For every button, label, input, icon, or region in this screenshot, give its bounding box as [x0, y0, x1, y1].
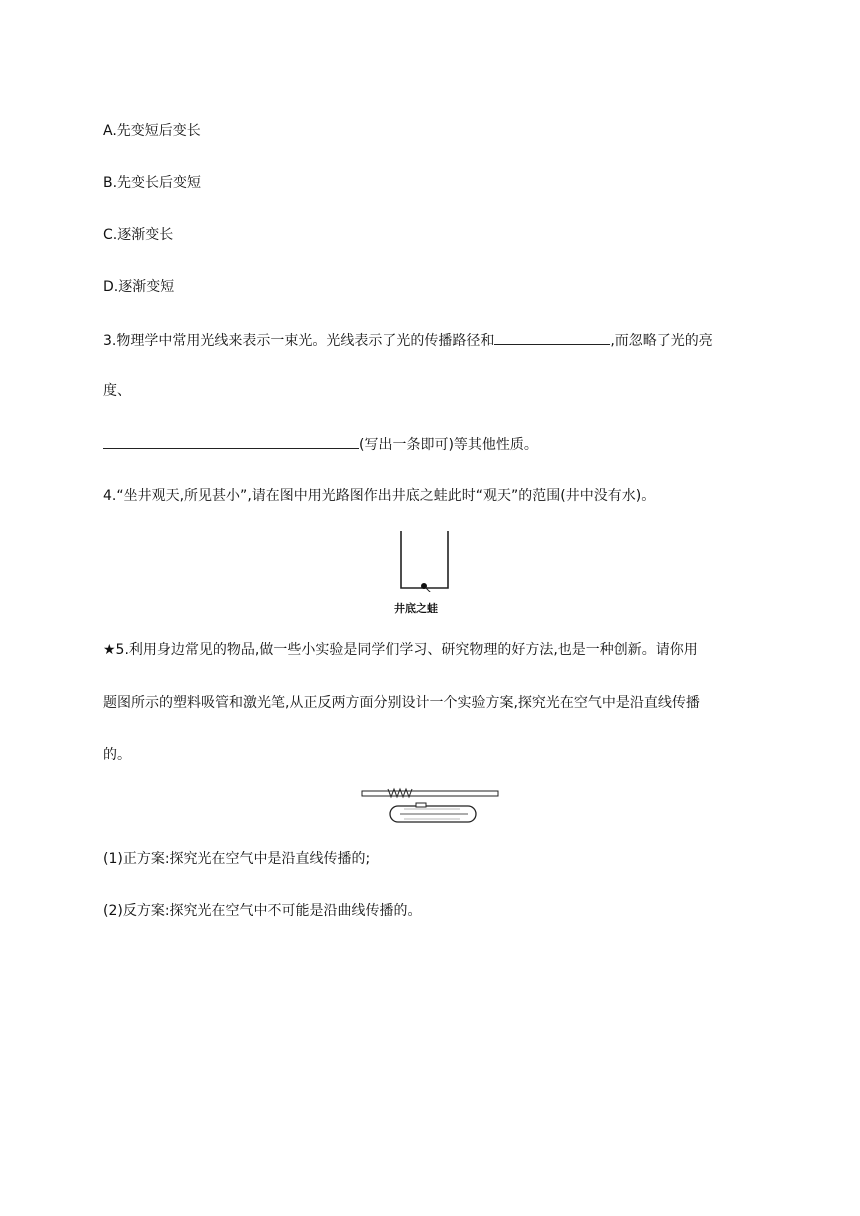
question-3-text-part2: ,而忽略了光的亮: [610, 333, 713, 349]
question-5-line-2: 题图所示的塑料吸管和激光笔,从正反两方面分别设计一个实验方案,探究光在空气中是沿直线传播: [103, 695, 700, 711]
option-a: A.先变短后变长: [103, 123, 201, 139]
well-figure-caption: 井底之蛙: [394, 602, 438, 615]
well-walls: [401, 531, 448, 588]
laser-pen-icon: [390, 803, 476, 822]
option-d: D.逐渐变短: [103, 279, 175, 295]
option-b: B.先变长后变短: [103, 175, 202, 191]
question-3-text-part3: (写出一条即可)等其他性质。: [359, 437, 538, 453]
question-3-line-3: [103, 434, 538, 454]
question-4-text: 4.“坐井观天,所见甚小”,请在图中用光路图作出井底之蛙此时“观天”的范围(井中没有水)。: [103, 488, 656, 504]
straw-laser-diagram: [360, 785, 502, 827]
question-5-line-1: ★5.利用身边常见的物品,做一些小实验是同学们学习、研究物理的好方法,也是一种创新。请你用: [103, 642, 698, 658]
well-figure: [392, 528, 460, 618]
question-3-text-part1: 3.物理学中常用光线来表示一束光。光线表示了光的传播路径和: [103, 333, 495, 349]
straw-laser-figure: [360, 785, 502, 827]
question-5-sub-1: (1)正方案:探究光在空气中是沿直线传播的;: [103, 851, 371, 867]
question-3-line-1: [103, 330, 713, 350]
answer-blank-1[interactable]: [494, 330, 610, 345]
option-c: C.逐渐变长: [103, 227, 174, 243]
straw-icon: [362, 789, 498, 797]
well-diagram: [392, 528, 460, 592]
answer-blank-2[interactable]: [103, 434, 359, 449]
question-5-line-3: 的。: [103, 747, 131, 763]
question-3-line-2: 度、: [103, 383, 131, 399]
question-5-sub-2: (2)反方案:探究光在空气中不可能是沿曲线传播的。: [103, 903, 422, 919]
